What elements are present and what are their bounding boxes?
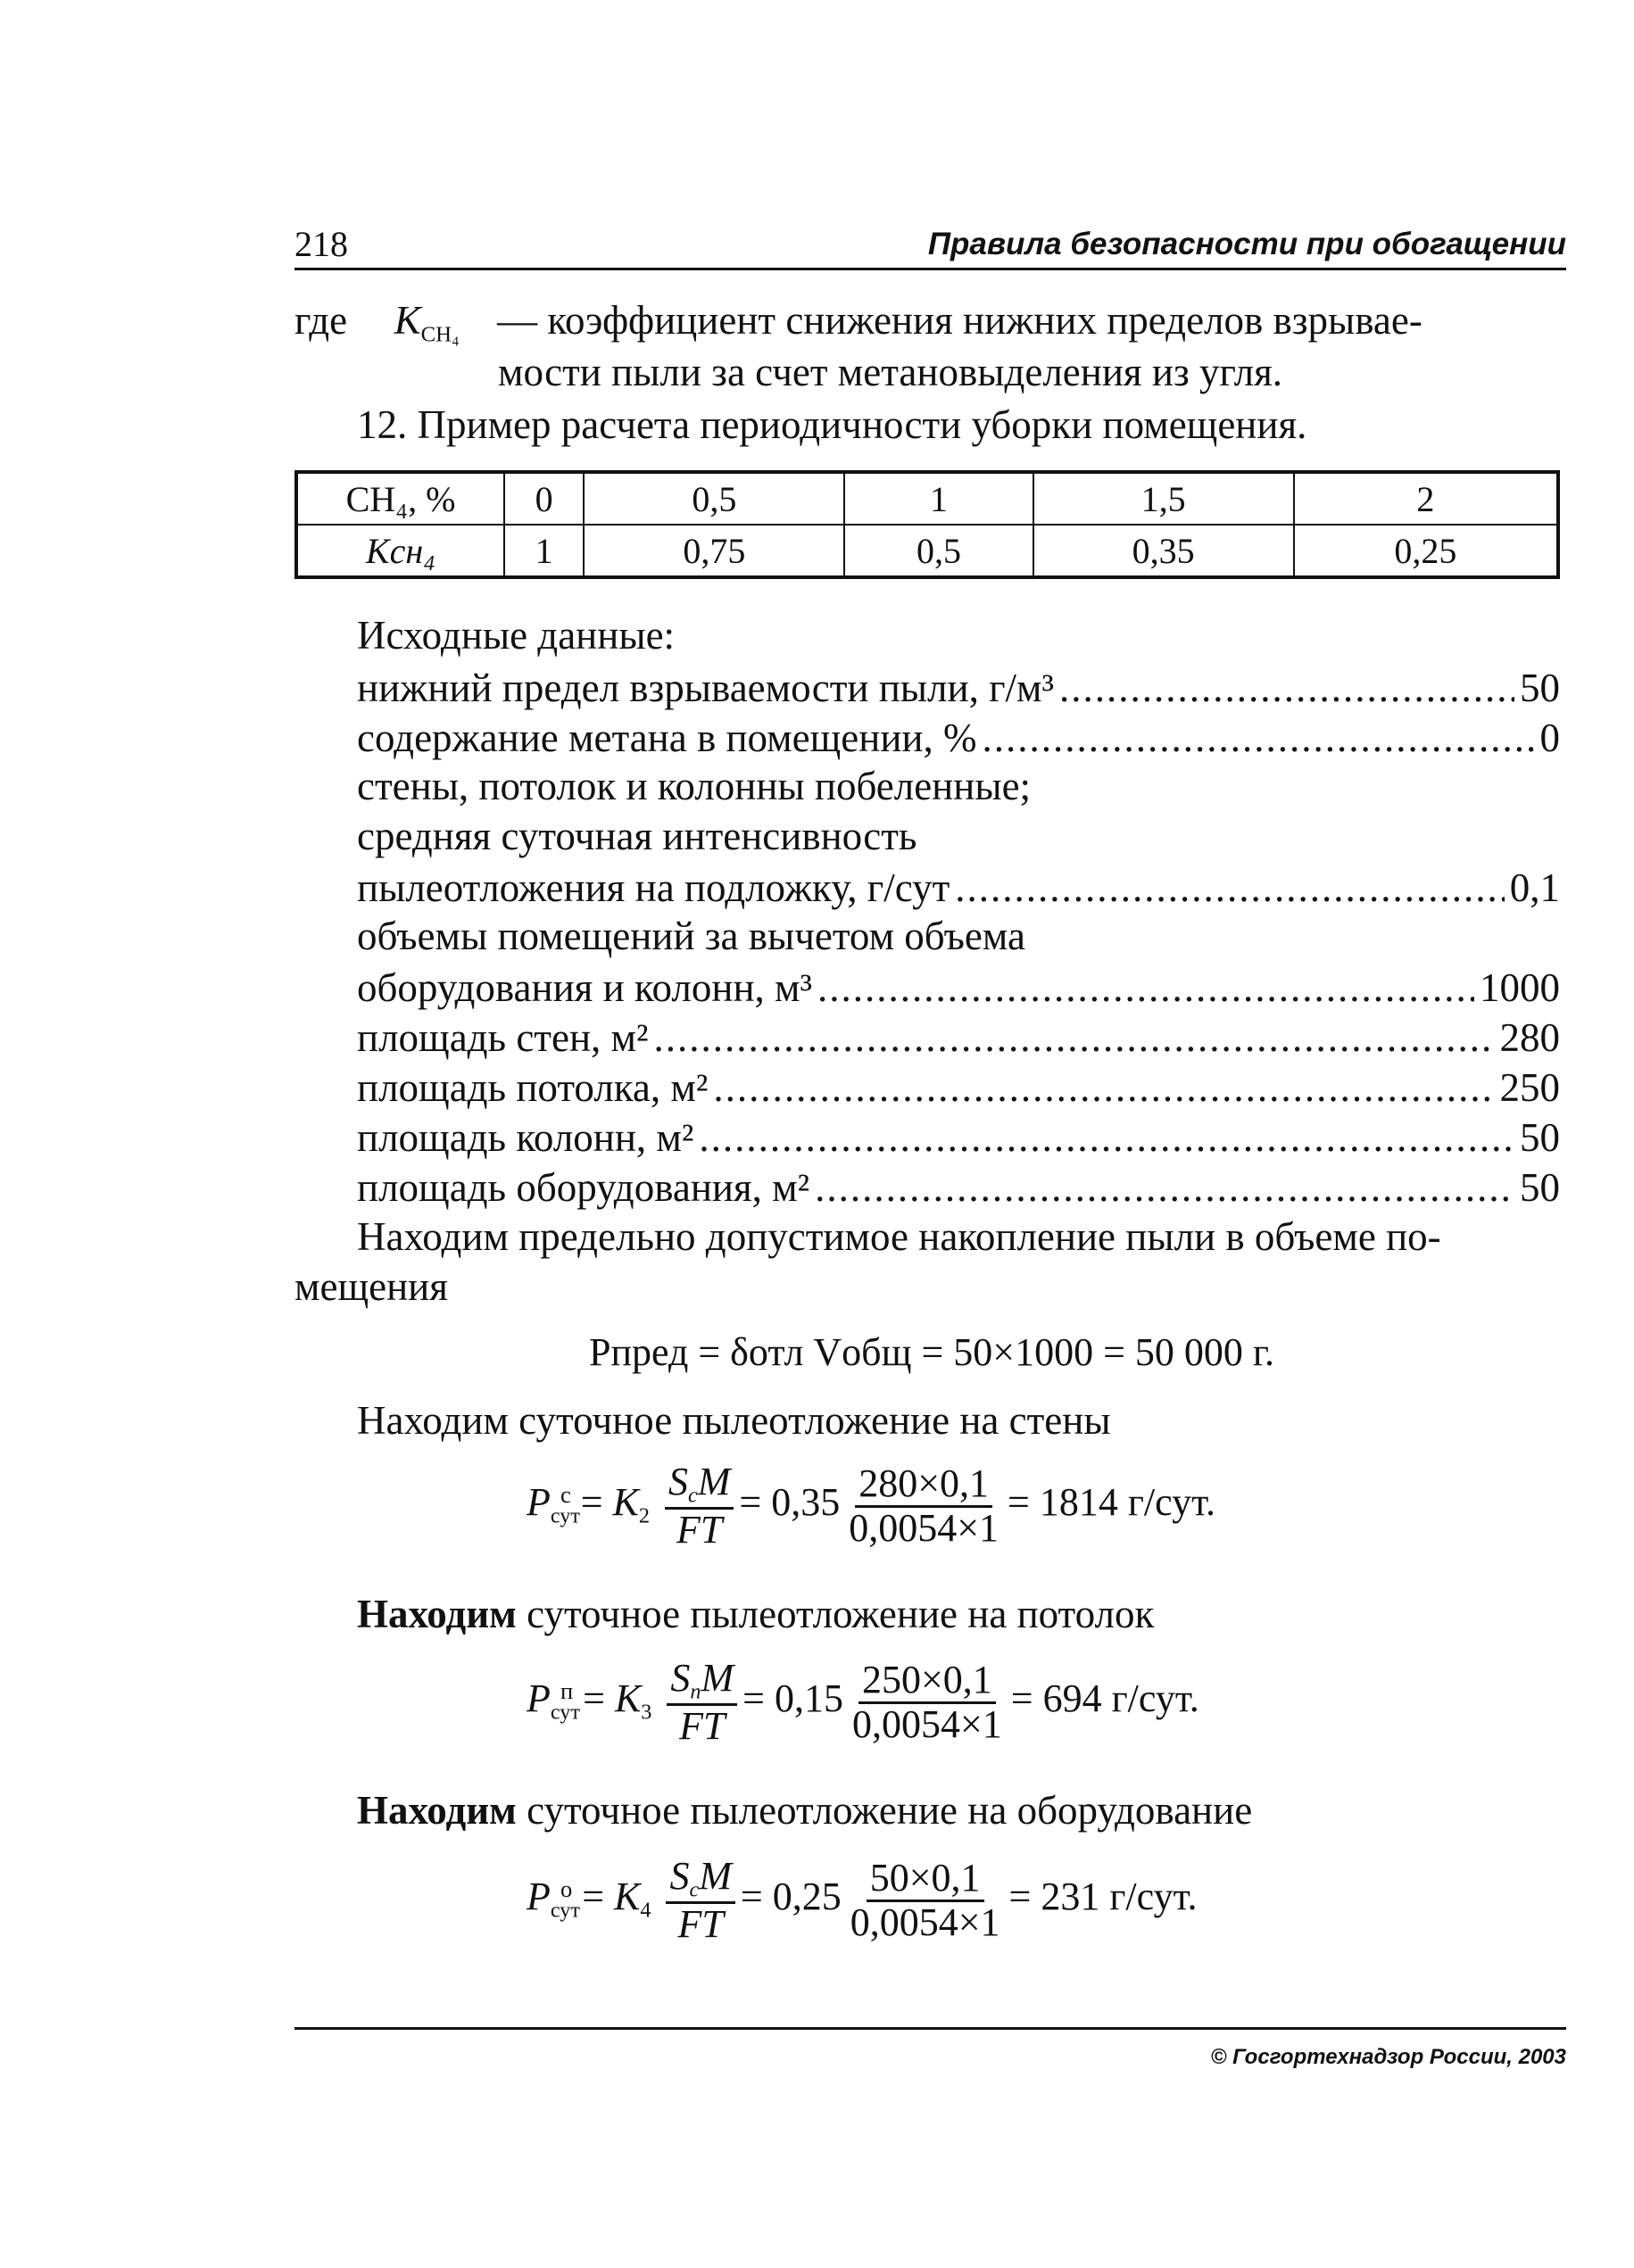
ceiling-numerator: 250×0,1 (858, 1660, 996, 1703)
limit-formula: Pпред = δотл Vобщ = 50×1000 = 50 000 г. (589, 1330, 1274, 1374)
table-row (296, 525, 1558, 577)
coefficient-table (294, 470, 1560, 579)
leader-value: 50 (1520, 1165, 1560, 1210)
ceiling-coef: = 0,15 (742, 1676, 843, 1721)
leader-label: нижний предел взрываемости пыли, г/м³ (357, 666, 1054, 710)
table-cell: 0,5 (584, 472, 844, 525)
leader-label: содержание метана в помещении, % (357, 716, 977, 760)
table-cell: 1 (844, 472, 1033, 525)
table-cell: 1 (504, 525, 584, 577)
equipment-coef: = 0,25 (740, 1875, 842, 1919)
leader-row (357, 715, 1560, 761)
leader-row (357, 1114, 1560, 1161)
equipment-formula: $P_{сут}^о = K_4$ $\frac{S_сM}{FT}$ = 0,25 $\frac{50\times 0,1}{0,0054\times 1}$ = 231 г/сут. (527, 1854, 1198, 1946)
table-cell: 0,25 (1294, 525, 1558, 577)
leader-value: 1000 (1480, 965, 1560, 1010)
table-cell: 0,75 (584, 525, 844, 577)
section-heading: 12. Пример расчета периодичности уборки помещения. (357, 402, 1307, 447)
leader-value: 50 (1520, 1115, 1560, 1160)
leader-label: площадь оборудования, м² (357, 1165, 810, 1210)
walls-formula: $P_{сут}^с = K_2$ $\frac{S_сM}{FT}$ = 0,35 $\frac{280\times 0,1}{0,0054\times 1}$ = 1814 г/сут. (527, 1460, 1216, 1552)
equipment-text (357, 1789, 1252, 1833)
k-symbol: K (394, 298, 421, 343)
walls-coef: = 0,35 (739, 1480, 841, 1525)
equipment-text-bold: Находим (357, 1788, 517, 1833)
table-cell: 0 (504, 472, 584, 525)
table-cell: 2 (1294, 472, 1558, 525)
definition-text-1: — коэффициент снижения нижних пределов взрывае- (497, 298, 1422, 343)
walls-result: = 1814 г/сут. (1008, 1480, 1216, 1525)
leader-row (357, 865, 1560, 911)
equipment-result: = 231 г/сут. (1008, 1875, 1198, 1919)
table-cell-ch4-label: СН₄, % (296, 472, 504, 525)
definition-line-1 (294, 299, 1422, 347)
leader-value: 0 (1539, 716, 1560, 760)
table-cell: 0,5 (844, 525, 1033, 577)
leader-value: 280 (1499, 1015, 1560, 1060)
leader-label: площадь стен, м² (357, 1015, 649, 1060)
walls-numerator: 280×0,1 (855, 1463, 992, 1507)
leader-value: 50 (1520, 666, 1560, 710)
equipment-text-rest: суточное пылеотложение на оборудование (516, 1788, 1253, 1833)
table-row (296, 472, 1558, 525)
leader-label: площадь колонн, м² (357, 1115, 694, 1160)
volume-line-1: объемы помещений за вычетом объема (357, 914, 1025, 958)
intensity-line-1: средняя суточная интенсивность (357, 814, 917, 858)
footer-rule (294, 2027, 1566, 2030)
leader-value: 250 (1499, 1065, 1560, 1110)
ceiling-formula: $P_{сут}^п = K_3$ $\frac{S_пM}{FT}$ = 0,15 $\frac{250\times 0,1}{0,0054\times 1}$ = 694 г/сут. (527, 1656, 1199, 1748)
walls-text: Находим суточное пылеотложение на стены (357, 1398, 1111, 1443)
leader-label: оборудования и колонн, м³ (357, 965, 813, 1010)
ceiling-text-bold: Находим (357, 1592, 517, 1636)
leader-row (357, 1164, 1560, 1211)
table-cell: 1,5 (1033, 472, 1294, 525)
walls-denominator: 0,0054×1 (849, 1505, 999, 1550)
leader-label: пылеотложения на подложку, г/сут (357, 865, 950, 910)
k-subscript: СН₄ (420, 322, 460, 347)
page-number: 218 (294, 224, 348, 264)
definition-line-2: мости пыли за счет метановыделения из угля. (498, 350, 1283, 394)
where-word: где (294, 298, 348, 343)
ceiling-denominator: 0,0054×1 (851, 1701, 1002, 1746)
leader-row (357, 665, 1560, 711)
leader-value: 0,1 (1509, 865, 1560, 910)
footer-copyright: © Госгортехнадзор России, 2003 (1210, 2045, 1566, 2069)
ceiling-result: = 694 г/сут. (1010, 1676, 1199, 1721)
equipment-numerator: 50×0,1 (867, 1858, 984, 1901)
input-data-heading: Исходные данные: (357, 613, 676, 658)
running-title: Правила безопасности при обогащении (927, 227, 1566, 261)
table-cell: 0,35 (1033, 525, 1294, 577)
leader-row (357, 1014, 1560, 1061)
leader-label: площадь потолка, м² (357, 1065, 709, 1110)
equipment-denominator: 0,0054×1 (850, 1900, 1000, 1944)
ceiling-text-rest: суточное пылеотложение на потолок (516, 1592, 1155, 1636)
limit-text-line-2: мещения (294, 1264, 448, 1309)
limit-text-line-1: Находим предельно допустимое накопление пыли в объеме по- (357, 1214, 1441, 1259)
ceiling-text (357, 1593, 1154, 1637)
walls-note: стены, потолок и колонны побеленные; (357, 764, 1032, 808)
page-header (294, 223, 1566, 270)
table-cell-k-label: Kсн₄ (296, 525, 504, 577)
leader-row (357, 964, 1560, 1011)
leader-row (357, 1064, 1560, 1111)
